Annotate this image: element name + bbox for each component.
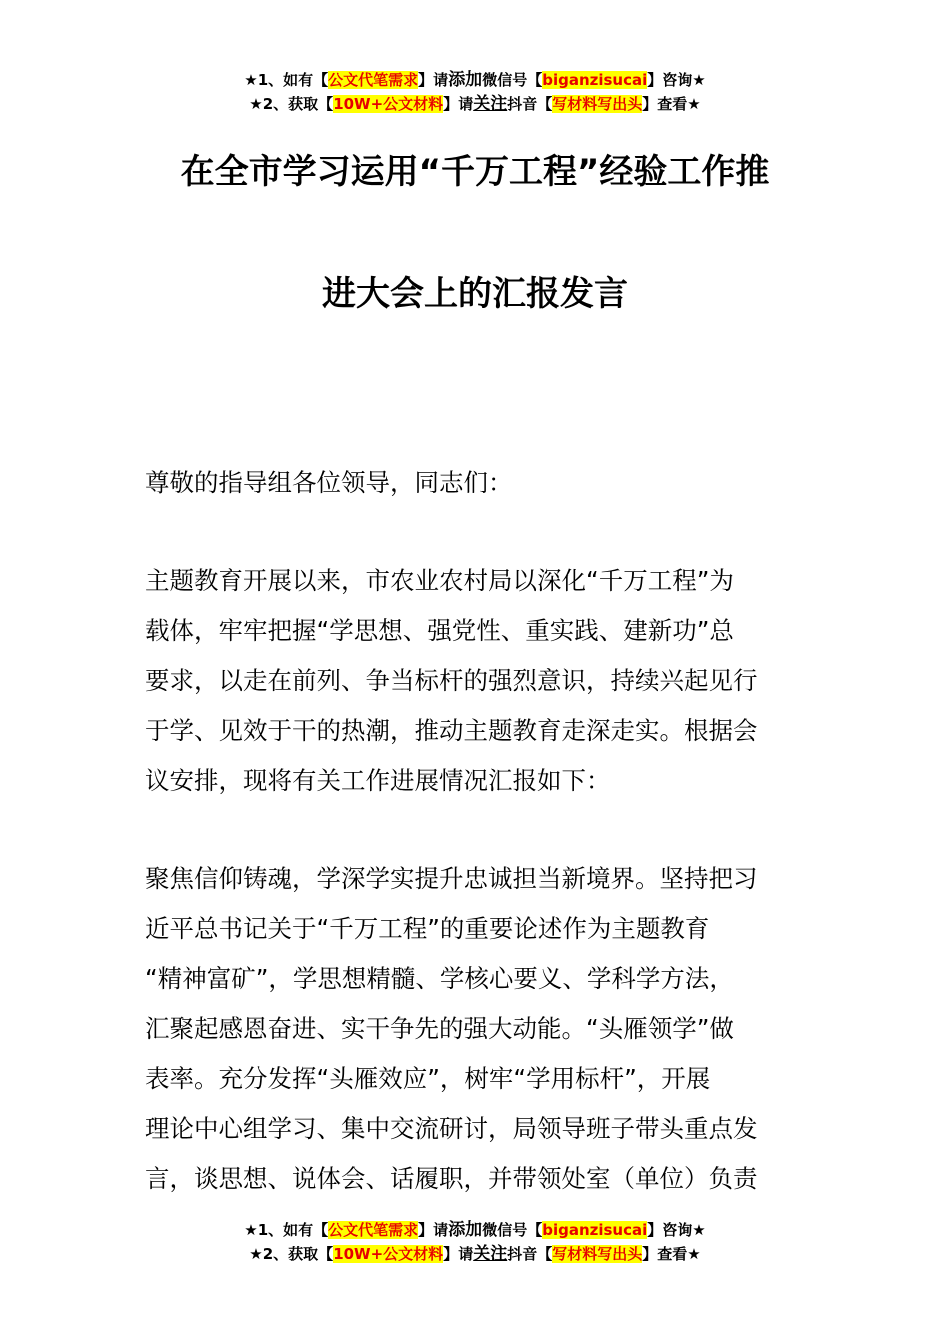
promo-highlight: 公文代笔需求 bbox=[328, 71, 419, 89]
promo-line-1 bbox=[0, 68, 950, 92]
promo-text: 微信号【 bbox=[482, 71, 543, 89]
promo-text: ★1、如有【 bbox=[244, 1221, 329, 1239]
promo-text: 】咨询★ bbox=[647, 71, 706, 89]
promo-wechat-id: biganzisucai bbox=[542, 1221, 648, 1239]
promo-emphasis: 添加 bbox=[448, 70, 483, 90]
paragraph-1 bbox=[145, 556, 815, 806]
paragraph-line: 汇聚起感恩奋进、实干争先的强大动能。“头雁领学”做 bbox=[145, 1014, 734, 1043]
paragraph-line: “精神富矿”，学思想精髓、学核心要义、学科学方法， bbox=[145, 964, 734, 993]
promo-text: 】请 bbox=[443, 95, 474, 113]
paragraph-line: 言，谈思想、说体会、话履职，并带领处室（单位）负责 bbox=[145, 1164, 758, 1193]
footer-promo-banner bbox=[0, 1218, 950, 1266]
paragraph-line: 载体，牢牢把握“学思想、强党性、重实践、建新功”总 bbox=[145, 616, 734, 645]
promo-highlight: 10W+公文材料 bbox=[333, 95, 444, 113]
header-promo-banner bbox=[0, 68, 950, 116]
paragraph-line: 聚焦信仰铸魂，学深学实提升忠诚担当新境界。坚持把习 bbox=[145, 864, 758, 893]
promo-text: ★1、如有【 bbox=[244, 71, 329, 89]
promo-text: ★2、获取【 bbox=[249, 1245, 334, 1263]
promo-highlight: 10W+公文材料 bbox=[333, 1245, 444, 1263]
paragraph-line: 要求，以走在前列、争当标杆的强烈意识，持续兴起见行 bbox=[145, 666, 758, 695]
promo-text: 】请 bbox=[443, 1245, 474, 1263]
promo-emphasis: 关注 bbox=[473, 1244, 508, 1264]
paragraph-line: 主题教育开展以来，市农业农村局以深化“千万工程”为 bbox=[145, 566, 734, 595]
promo-text: 】查看★ bbox=[642, 1245, 701, 1263]
promo-douyin-id: 写材料写出头 bbox=[552, 1245, 643, 1263]
promo-text: 】请 bbox=[418, 1221, 449, 1239]
paragraph-2 bbox=[145, 854, 815, 1204]
promo-wechat-id: biganzisucai bbox=[542, 71, 648, 89]
promo-line-1 bbox=[0, 1218, 950, 1242]
paragraph-line: 于学、见效于干的热潮，推动主题教育走深走实。根据会 bbox=[145, 716, 758, 745]
promo-highlight: 公文代笔需求 bbox=[328, 1221, 419, 1239]
promo-text: 抖音【 bbox=[507, 95, 553, 113]
paragraph-line: 近平总书记关于“千万工程”的重要论述作为主题教育 bbox=[145, 914, 710, 943]
paragraph-line: 理论中心组学习、集中交流研讨，局领导班子带头重点发 bbox=[145, 1114, 758, 1143]
promo-text: 】咨询★ bbox=[647, 1221, 706, 1239]
promo-text: 】查看★ bbox=[642, 95, 701, 113]
document-title-line-1: 在全市学习运用“千万工程”经验工作推 bbox=[180, 152, 770, 192]
promo-emphasis: 添加 bbox=[448, 1220, 483, 1240]
promo-text: 微信号【 bbox=[482, 1221, 543, 1239]
greeting: 尊敬的指导组各位领导，同志们： bbox=[145, 468, 513, 497]
document-title-line-2: 进大会上的汇报发言 bbox=[322, 274, 628, 314]
promo-emphasis: 关注 bbox=[473, 94, 508, 114]
paragraph-line: 议安排，现将有关工作进展情况汇报如下： bbox=[145, 766, 611, 795]
promo-text: ★2、获取【 bbox=[249, 95, 334, 113]
promo-text: 抖音【 bbox=[507, 1245, 553, 1263]
promo-line-2 bbox=[0, 92, 950, 116]
promo-douyin-id: 写材料写出头 bbox=[552, 95, 643, 113]
promo-line-2 bbox=[0, 1242, 950, 1266]
promo-text: 】请 bbox=[418, 71, 449, 89]
paragraph-line: 表率。充分发挥“头雁效应”，树牢“学用标杆”，开展 bbox=[145, 1064, 711, 1093]
